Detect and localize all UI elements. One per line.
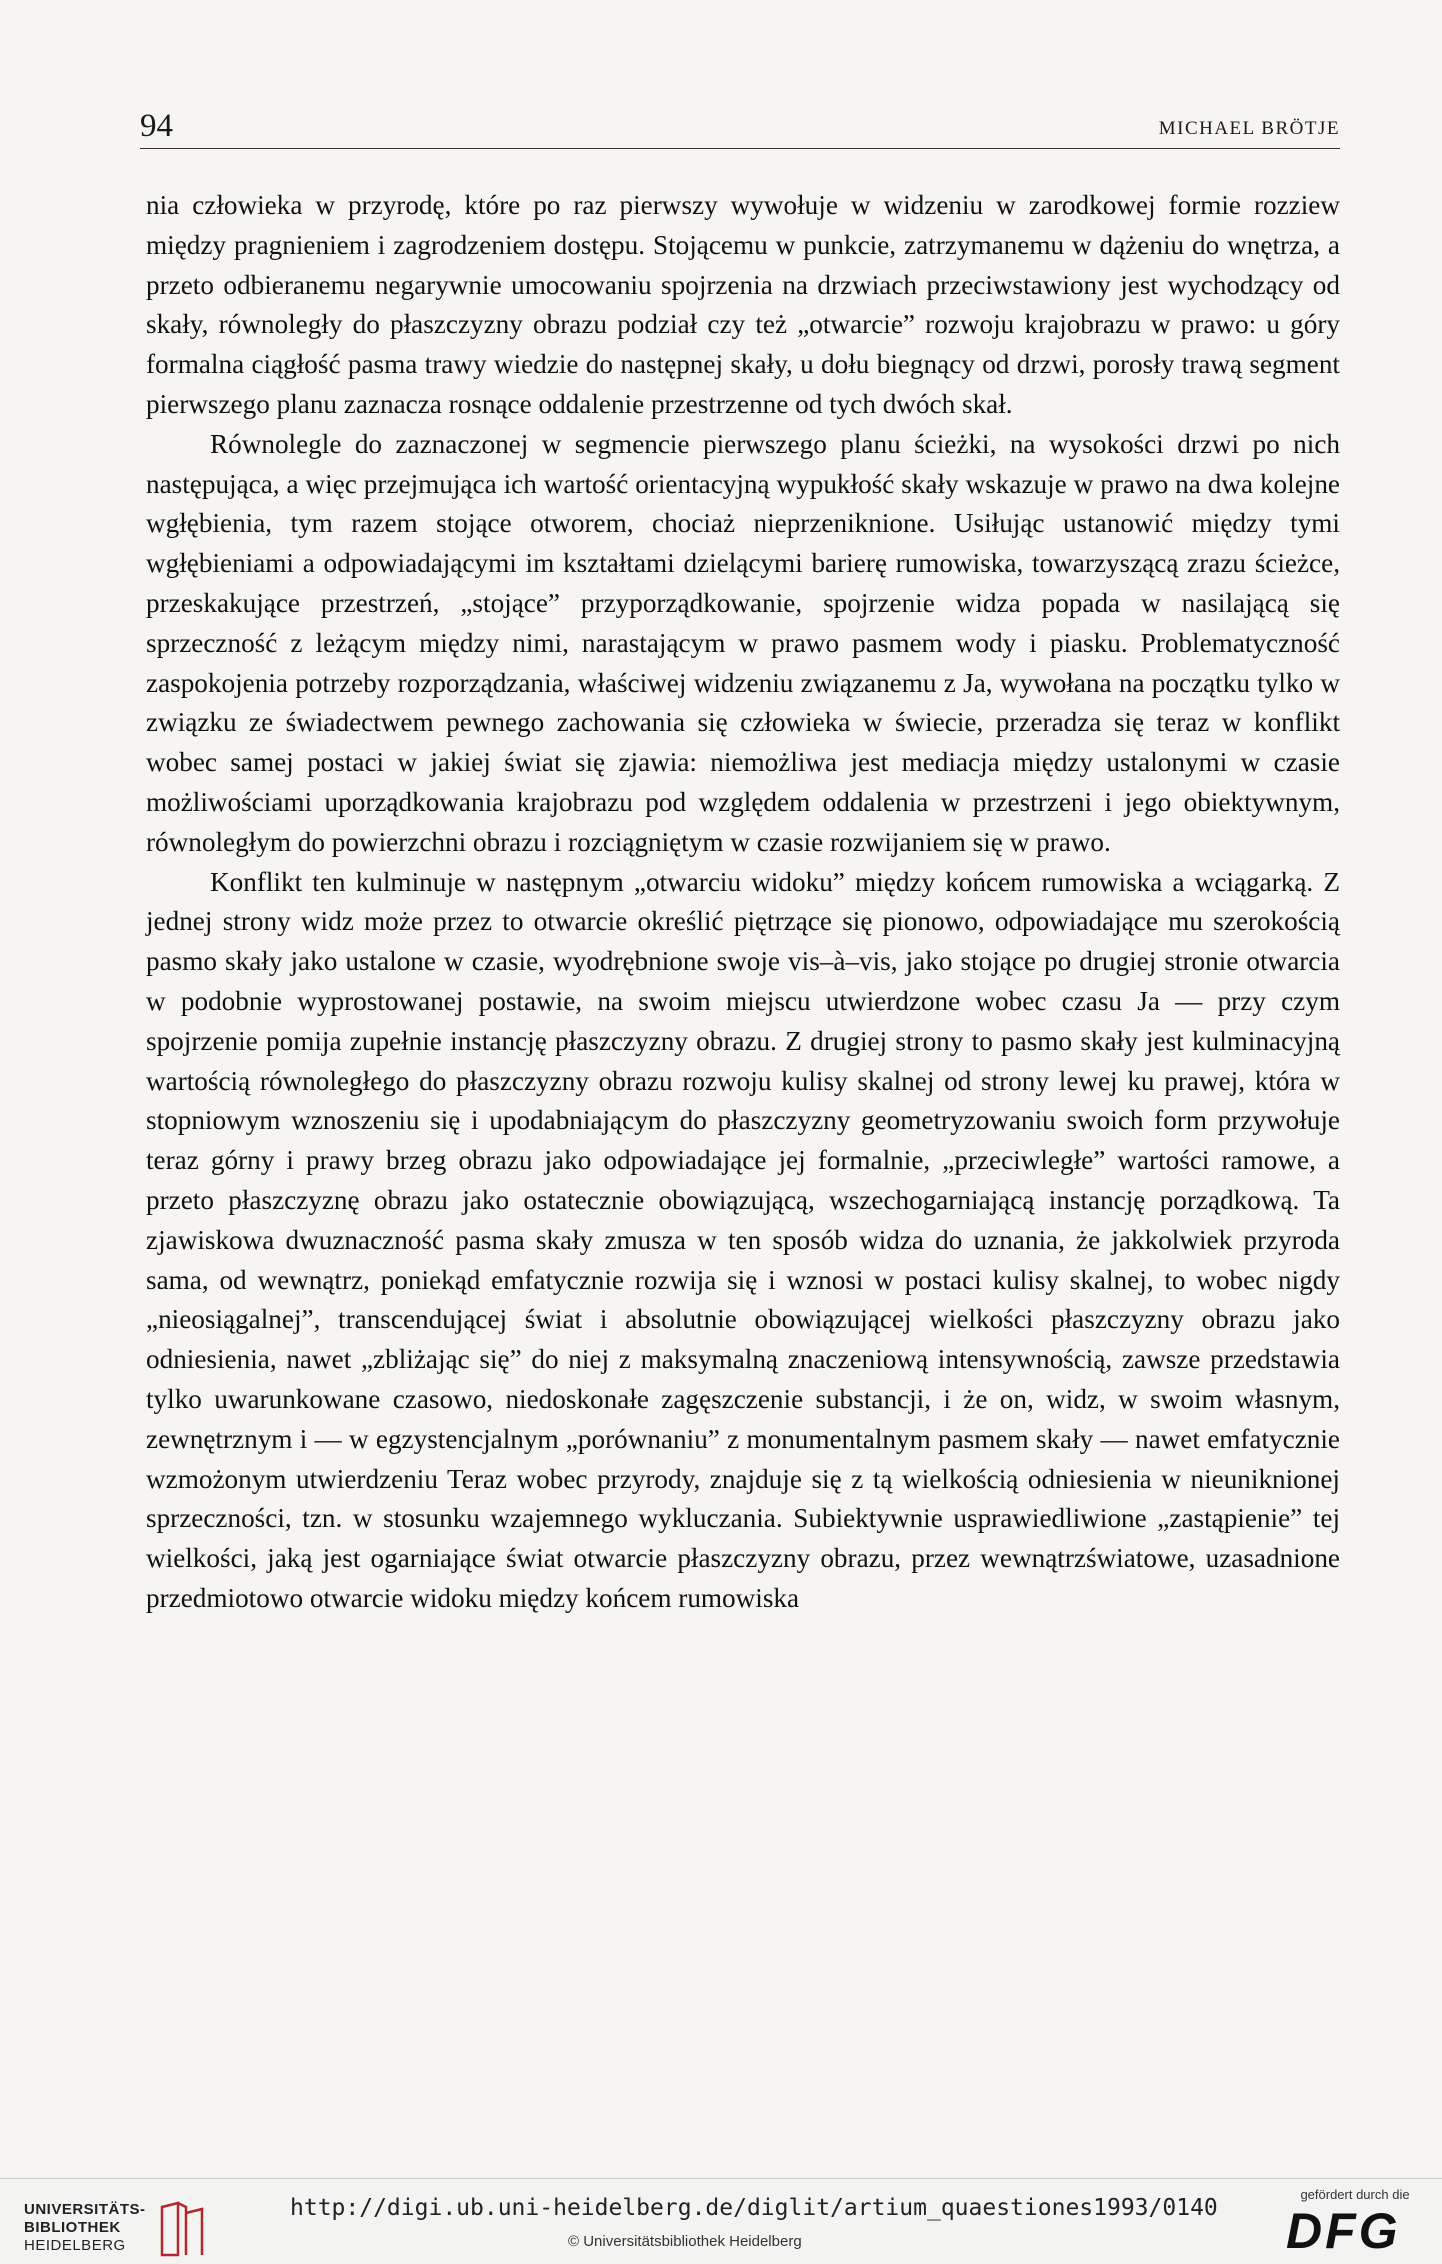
body-text — [146, 186, 1340, 1619]
paragraph: nia człowieka w przyrodę, które po raz pierwszy wywołuje w widzeniu w zarodkowej formie rozziew między pragnieniem i zagrodzeniem dostępu. Stojącemu w punkcie, zatrzymanemu w dążeniu do wnętrza, a przeto odbieranemu negarywnie umocowaniu spojrzenia na drzwiach przeciwstawiony jest wychodzący od skały, równoległy do płaszczyzny obrazu podział czy też „otwarcie” rozwoju krajobrazu w prawo: u góry formalna ciągłość pasma trawy wiedzie do następnej skały, u dołu biegnący od drzwi, porosły trawą segment pierwszego planu zaznacza rosnące oddalenie przestrzenne od tych dwóch skał. — [146, 190, 1340, 419]
document-url-link[interactable]: http://digi.ub.uni-heidelberg.de/diglit/artium_quaestiones1993/0140 — [290, 2195, 1218, 2221]
page-header — [140, 108, 1340, 149]
dfg-caption: gefördert durch die — [1300, 2187, 1410, 2202]
copyright-notice: © Universitätsbibliothek Heidelberg — [568, 2233, 802, 2250]
footer-bar — [0, 2178, 1442, 2264]
library-logo[interactable] — [24, 2199, 234, 2259]
paragraph: Równolegle do zaznaczonej w segmencie pierwszego planu ścieżki, na wysokości drzwi po nich następująca, a więc przejmująca ich wartość orientacyjną wypukłość skały wskazuje w prawo na dwa kolejne wgłębienia, tym razem stojące otworem, chociaż nieprzeniknione. Usiłując ustanowić między tymi wgłębieniami a odpowiadającymi im kształtami dzielącymi barierę rumowiska, towarzyszącą zrazu ścieżce, przeskakujące przestrzeń, „stojące” przyporządkowanie, spojrzenie widza popada w nasilającą się sprzeczność z leżącym między nimi, narastającym w prawo pasmem wody i piasku. Problematyczność zaspokojenia potrzeby rozporządzania, właściwej widzeniu związanemu z Ja, wywołana na początku tylko w związku ze świadectwem pewnego zachowania się człowieka w świecie, przeradza się teraz w konflikt wobec samej postaci w jakiej świat się zjawia: niemożliwa jest mediacja między ustalonymi w czasie możliwościami uporządkowania krajobrazu pod względem oddalenia w przestrzeni i jego obiektywnym, równoległym do powierzchni obrazu i rozciągniętym w czasie rozwijaniem się w prawo. — [146, 428, 1340, 857]
dfg-logo[interactable] — [1280, 2187, 1430, 2259]
paragraph: Konflikt ten kulminuje w następnym „otwarciu widoku” między końcem rumowiska a wciągarką. Z jednej strony widz może przez to otwarcie określić piętrzące się pionowo, odpowiadające mu szerokością pasmo skały jako ustalone w czasie, wyodrębnione swoje vis–à–vis, jako stojące po drugiej stronie otwarcia w podobnie wyprostowanej postawie, na swoim miejscu utwierdzone wobec czasu Ja — przy czym spojrzenie pomija zupełnie instancję płaszczyzny obrazu. Z drugiej strony to pasmo skały jest kulminacyjną wartością równoległego do płaszczyzny obrazu rozwoju kulisy skalnej od strony lewej ku prawej, która w stopniowym wznoszeniu się i upodabniającym do płaszczyzny geometryzowaniu swoich form przywołuje teraz górny i prawy brzeg obrazu jako odpowiadające jej formalnie, „przeciwległe” wartości ramowe, a przeto płaszczyznę obrazu jako ostatecznie obowiązującą, wszechogarniającą instancję porządkową. Ta zjawiskowa dwuznaczność pasma skały zmusza w ten sposób widza do uznania, że jakkolwiek przyroda sama, od wewnątrz, poniekąd emfatycznie rozwija się i wznosi w postaci kulisy skalnej, to wobec nigdy „nieosiągalnej”, transcendującej świat i absolutnie obowiązującej wielkości płaszczyzny obrazu jako odniesienia, nawet „zbliżając się” do niej z maksymalną znaczeniową intensywnością, zawsze przedstawia tylko uwarunkowane czasowo, niedoskonałe zagęszczenie substancji, i że on, widz, w swoim własnym, zewnętrznym i — w egzystencjalnym „porównaniu” z monumentalnym pasmem skały — nawet emfatycznie wzmożonym utwierdzeniu Teraz wobec przyrody, znajduje się z tą wielkością odniesienia w nieuniknionej sprzeczności, tzn. w stosunku wzajemnego wykluczania. Subiektywnie usprawiedliwione „zastąpienie” tej wielkości, jaką jest ogarniające świat otwarcie płaszczyzny obrazu, przez wewnątrzświatowe, uzasadnione przedmiotowo otwarcie widoku między końcem rumowiska — [146, 866, 1340, 1613]
library-name-line1: UNIVERSITÄTS- — [24, 2201, 146, 2218]
library-name-line3: HEIDELBERG — [24, 2237, 126, 2254]
dfg-wordmark: DFG — [1286, 2203, 1401, 2259]
library-emblem-icon — [142, 2199, 222, 2259]
library-name-line2: BIBLIOTHEK — [24, 2219, 121, 2236]
running-head: MICHAEL BRÖTJE — [1158, 118, 1340, 139]
page-number: 94 — [140, 108, 173, 144]
